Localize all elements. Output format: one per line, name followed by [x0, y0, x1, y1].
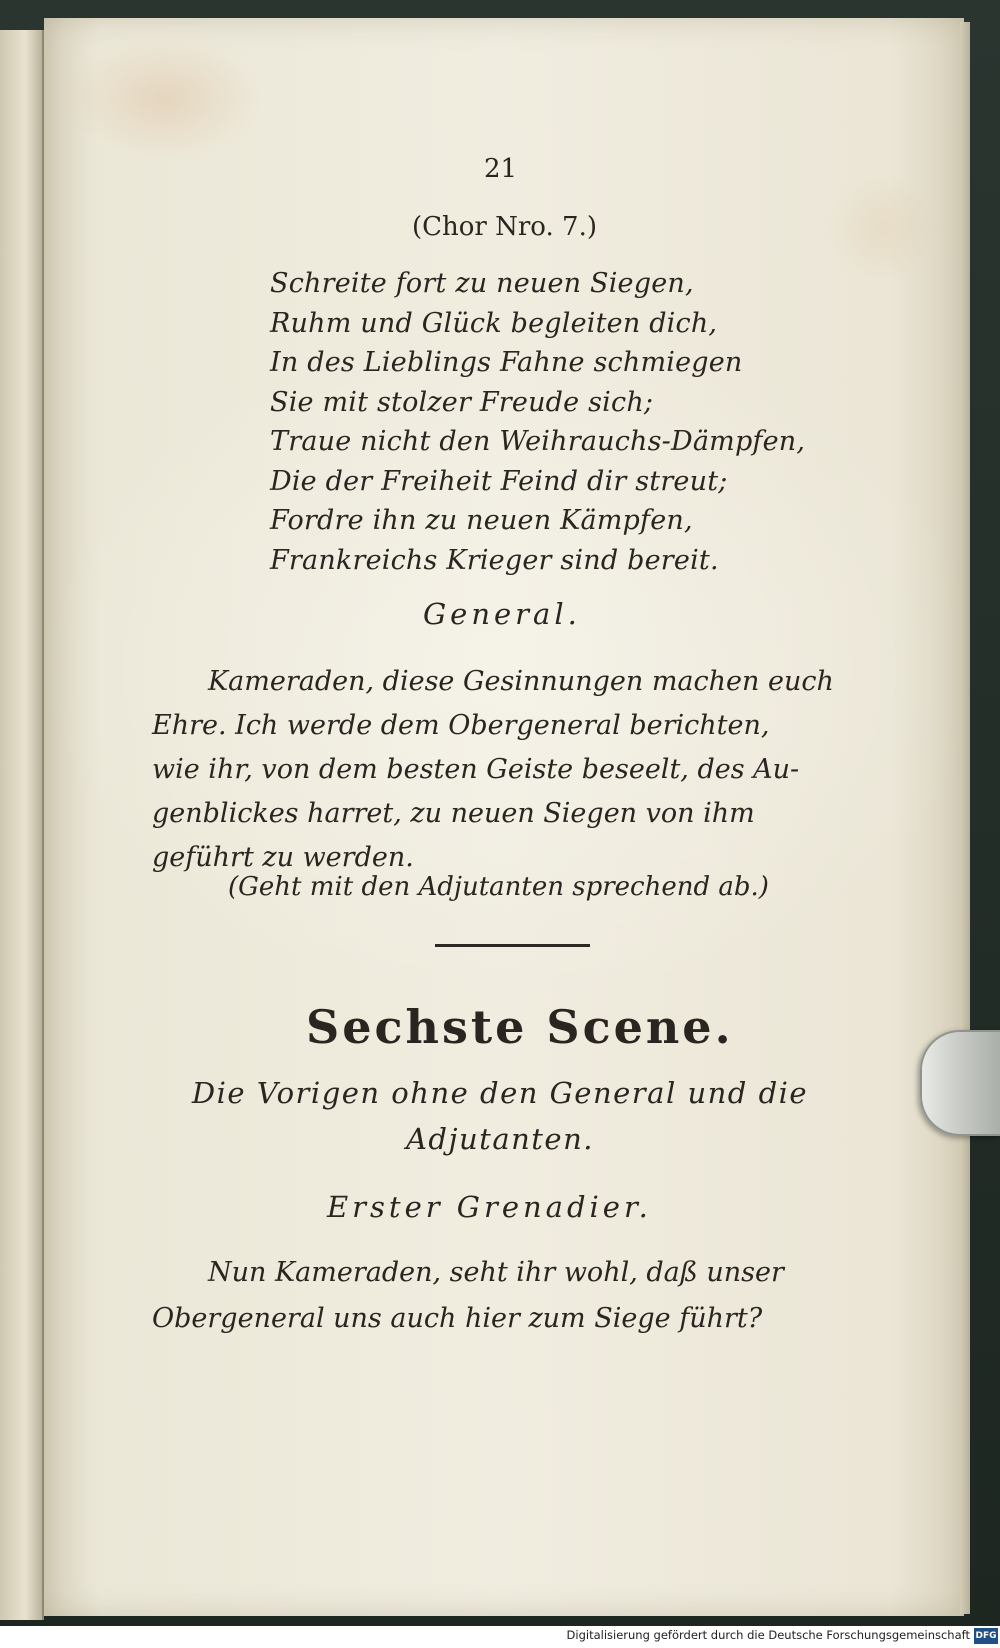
scene-description-line: Adjutanten. — [405, 1122, 594, 1156]
speech-line: wie ihr, von dem besten Geiste beseelt, des Au- — [152, 754, 800, 785]
speech-line: geführt zu werden. — [152, 842, 414, 873]
verse-line: Frankreichs Krieger sind bereit. — [270, 544, 719, 576]
verse-line: Traue nicht den Weihrauchs-Dämpfen, — [270, 426, 806, 457]
speaker-grenadier: Erster Grenadier. — [327, 1190, 652, 1224]
dfg-logo: DFG — [974, 1628, 998, 1644]
scene-description — [180, 1070, 820, 1162]
footer-credit: Digitalisierung gefördert durch die Deutsche Forschungsgemeinschaft — [566, 1628, 970, 1642]
speech-line: Obergeneral uns auch hier zum Siege führt? — [152, 1303, 763, 1334]
grenadier-speech — [152, 1250, 784, 1342]
speech-line: genblickes harret, zu neuen Siegen von ihm — [152, 798, 755, 829]
speech-line: Nun Kameraden, seht ihr wohl, daß unser — [208, 1257, 784, 1288]
page-stack-edge — [960, 22, 970, 1614]
verse-line: Sie mit stolzer Freude sich; — [270, 386, 654, 418]
verse-line: Fordre ihn zu neuen Kämpfen, — [270, 505, 693, 536]
scene-description-line: Die Vorigen ohne den General und die — [191, 1076, 809, 1110]
speech-line: Ehre. Ich werde dem Obergeneral berichten, — [152, 710, 770, 741]
section-divider — [435, 944, 590, 947]
left-page-edge — [0, 30, 44, 1620]
speech-line: Kameraden, diese Gesinnungen machen euch — [208, 666, 834, 697]
verse-line: Die der Freiheit Feind dir streut; — [270, 465, 728, 497]
verse-line: Ruhm und Glück begleiten dich, — [270, 307, 718, 339]
chor-heading: (Chor Nro. 7.) — [412, 212, 597, 242]
general-speech — [152, 660, 852, 880]
verse-line: In des Lieblings Fahne schmiegen — [270, 347, 743, 378]
verse-block — [270, 264, 805, 580]
scene-title: Sechste Scene. — [306, 1000, 734, 1054]
page-number: 21 — [484, 154, 518, 184]
stage-direction: (Geht mit den Adjutanten sprechend ab.) — [228, 872, 769, 902]
page-clip — [920, 1030, 1000, 1136]
speaker-general: General. — [423, 597, 581, 631]
verse-line: Schreite fort zu neuen Siegen, — [270, 268, 694, 299]
